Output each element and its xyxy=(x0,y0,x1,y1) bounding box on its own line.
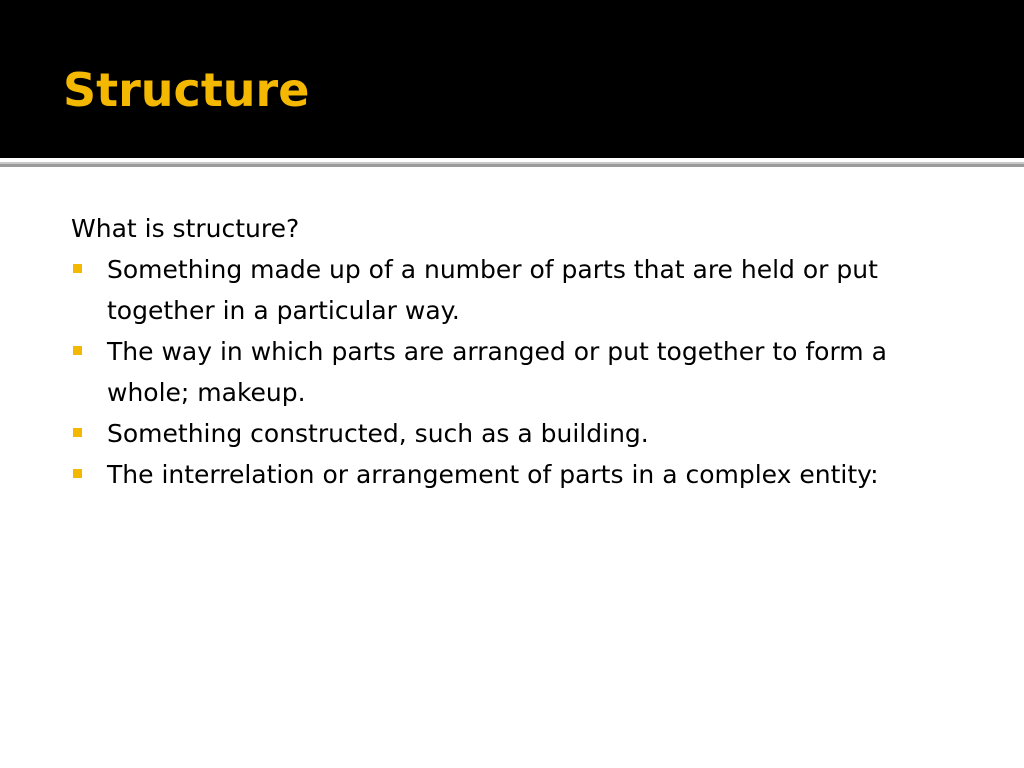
square-bullet-icon xyxy=(73,469,82,478)
bullet-item xyxy=(71,454,965,495)
bullet-text: Something constructed, such as a building. xyxy=(107,419,649,448)
bullet-list xyxy=(71,249,971,495)
square-bullet-icon xyxy=(73,264,82,273)
bullet-text: Something made up of a number of parts that are held or put together in a particular way. xyxy=(107,255,878,325)
bullet-item xyxy=(71,331,965,413)
intro-text: What is structure? xyxy=(71,214,300,243)
bullet-text: The interrelation or arrangement of parts in a complex entity: xyxy=(107,460,879,489)
title-divider-dark xyxy=(0,164,1024,167)
square-bullet-icon xyxy=(73,428,82,437)
square-bullet-icon xyxy=(73,346,82,355)
bullet-text: The way in which parts are arranged or put together to form a whole; makeup. xyxy=(107,337,887,407)
slide-title: Structure xyxy=(63,63,310,117)
bullet-item xyxy=(71,413,965,454)
title-bar xyxy=(0,0,1024,158)
bullet-item xyxy=(71,249,965,331)
slide-body xyxy=(71,208,971,495)
